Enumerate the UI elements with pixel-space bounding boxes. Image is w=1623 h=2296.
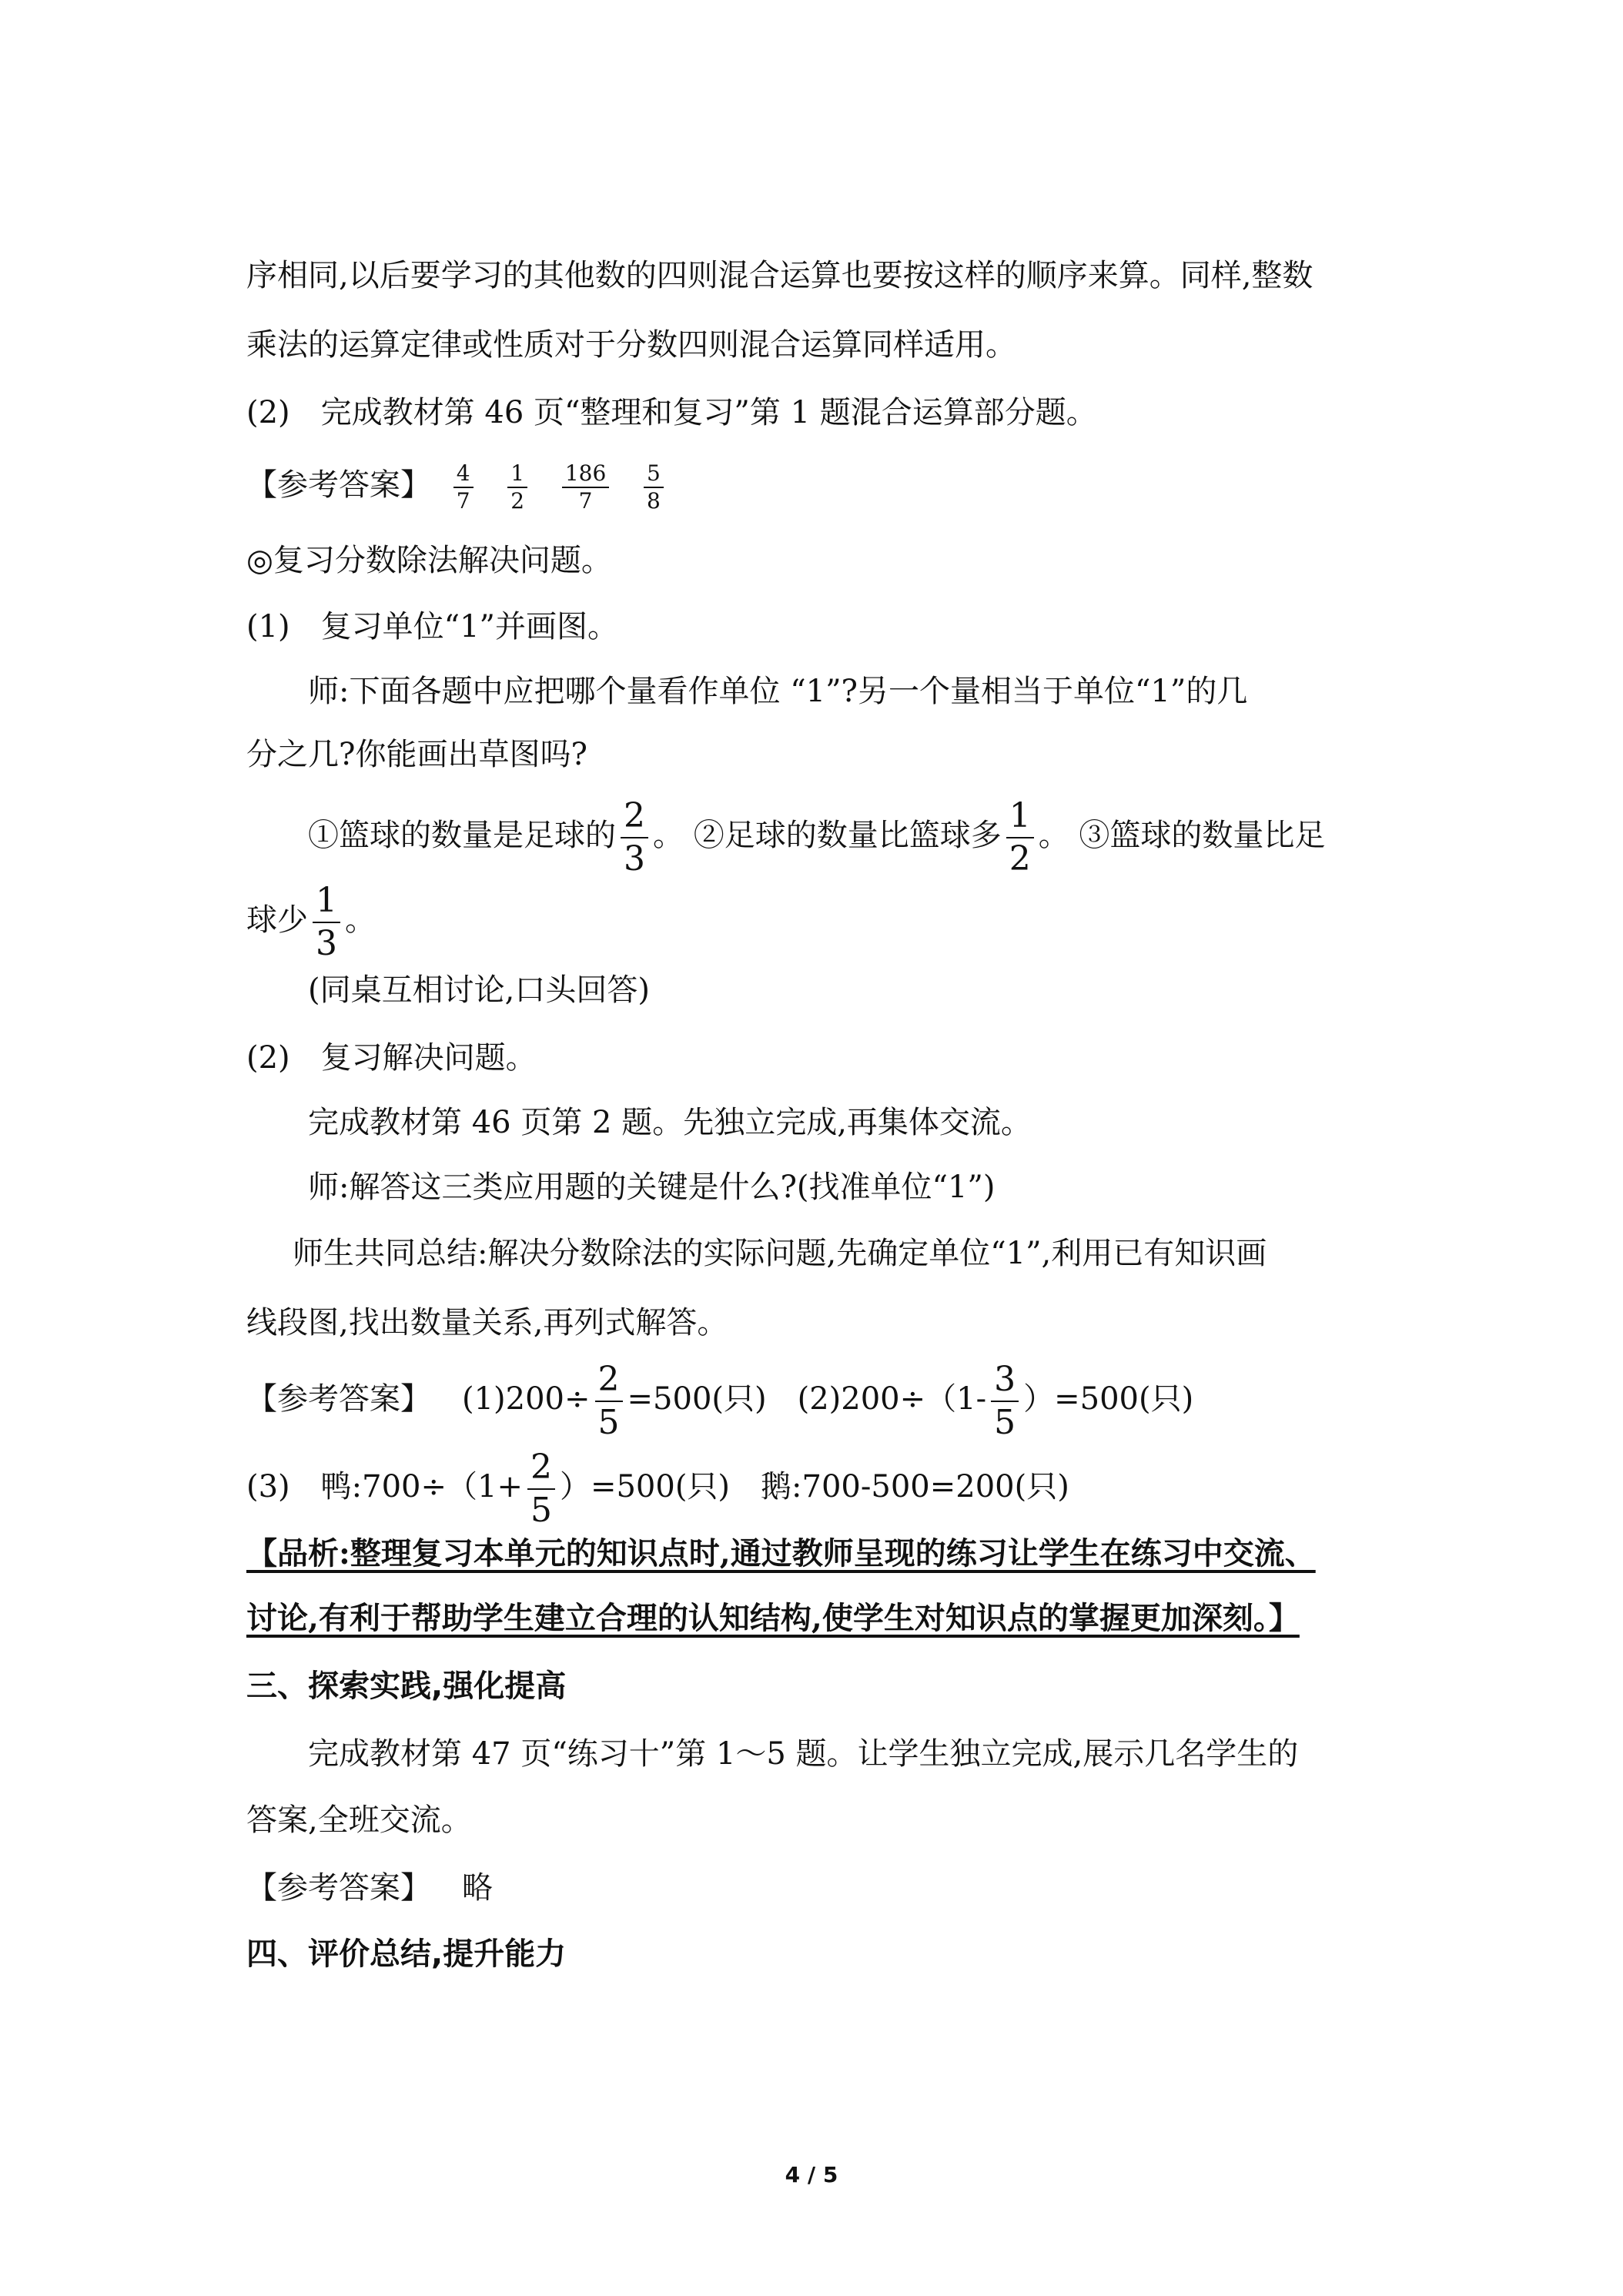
commentary-line: 【品析:整理复习本单元的知识点时,通过教师呈现的练习让学生在练习中交流、	[246, 1535, 1316, 1571]
answer-label: 【参考答案】	[246, 1870, 431, 1906]
paragraph-line: (2) 完成教材第 46 页“整理和复习”第 1 题混合运算部分题。	[246, 395, 1097, 430]
fraction: $\frac{186}{7}$	[562, 460, 609, 514]
paragraph-line: 完成教材第 47 页“练习十”第 1～5 题。让学生独立完成,展示几名学生的	[308, 1736, 1299, 1772]
answer-line: 【参考答案】 略	[246, 1870, 493, 1906]
paragraph-line: 完成教材第 46 页第 2 题。先独立完成,再集体交流。	[308, 1105, 1032, 1140]
commentary-line: 讨论,有利于帮助学生建立合理的认知结构,使学生对知识点的掌握更加深刻。】	[246, 1600, 1300, 1636]
answer-line: 【参考答案】 (1)200÷ $\frac{2}{5}$ =500(只) (2)200÷（1- $\frac{3}{5}$ ）=500(只)	[246, 1360, 1194, 1442]
fraction: $\frac{2}{5}$	[527, 1447, 555, 1531]
paragraph-line: 序相同,以后要学习的其他数的四则混合运算也要按这样的顺序来算。同样,整数	[246, 258, 1313, 293]
paragraph-line: 乘法的运算定律或性质对于分数四则混合运算同样适用。	[246, 327, 1016, 363]
section-heading: 三、探索实践,强化提高	[246, 1668, 567, 1704]
fraction: $\frac{2}{5}$	[595, 1359, 623, 1444]
section-heading: 四、评价总结,提升能力	[246, 1936, 567, 1972]
page-number: 4 / 5	[785, 2162, 838, 2187]
fraction: $\frac{1}{3}$	[313, 880, 340, 965]
paragraph-line: (1) 复习单位“1”并画图。	[246, 609, 619, 644]
answer-line	[246, 460, 1394, 514]
fraction: $\frac{3}{5}$	[991, 1359, 1019, 1444]
paragraph-line: (同桌互相讨论,口头回答)	[308, 972, 650, 1008]
fraction: $\frac{5}{8}$	[644, 460, 664, 514]
paragraph-line: ◎复习分数除法解决问题。	[246, 543, 612, 578]
question-line: 球少 $\frac{1}{3}$ 。	[246, 881, 376, 963]
paragraph-line: 师:下面各题中应把哪个量看作单位 “1”?另一个量相当于单位“1”的几	[308, 674, 1248, 709]
fraction: $\frac{1}{2}$	[1006, 795, 1034, 880]
answer-label: 【参考答案】	[246, 1381, 431, 1417]
paragraph-line: 线段图,找出数量关系,再列式解答。	[246, 1305, 728, 1340]
answer-label: 【参考答案】	[246, 467, 431, 503]
paragraph-line: 答案,全班交流。	[246, 1802, 472, 1838]
fraction: $\frac{2}{3}$	[621, 795, 648, 880]
answer-line: (3) 鸭:700÷（1+ $\frac{2}{5}$ ）=500(只) 鹅:700-500=200(只)	[246, 1448, 1069, 1530]
paragraph-line: 分之几?你能画出草图吗?	[246, 737, 587, 772]
paragraph-line: 师生共同总结:解决分数除法的实际问题,先确定单位“1”,利用已有知识画	[293, 1236, 1267, 1271]
fraction: $\frac{4}{7}$	[453, 460, 474, 514]
fraction: $\frac{1}{2}$	[507, 460, 527, 514]
paragraph-line: 师:解答这三类应用题的关键是什么?(找准单位“1”)	[308, 1170, 996, 1205]
paragraph-line: (2) 复习解决问题。	[246, 1040, 537, 1076]
question-line: ①篮球的数量是足球的 $\frac{2}{3}$ 。 ②足球的数量比篮球多 $\frac{1}{2}$ 。 ③篮球的数量比足	[308, 796, 1326, 879]
